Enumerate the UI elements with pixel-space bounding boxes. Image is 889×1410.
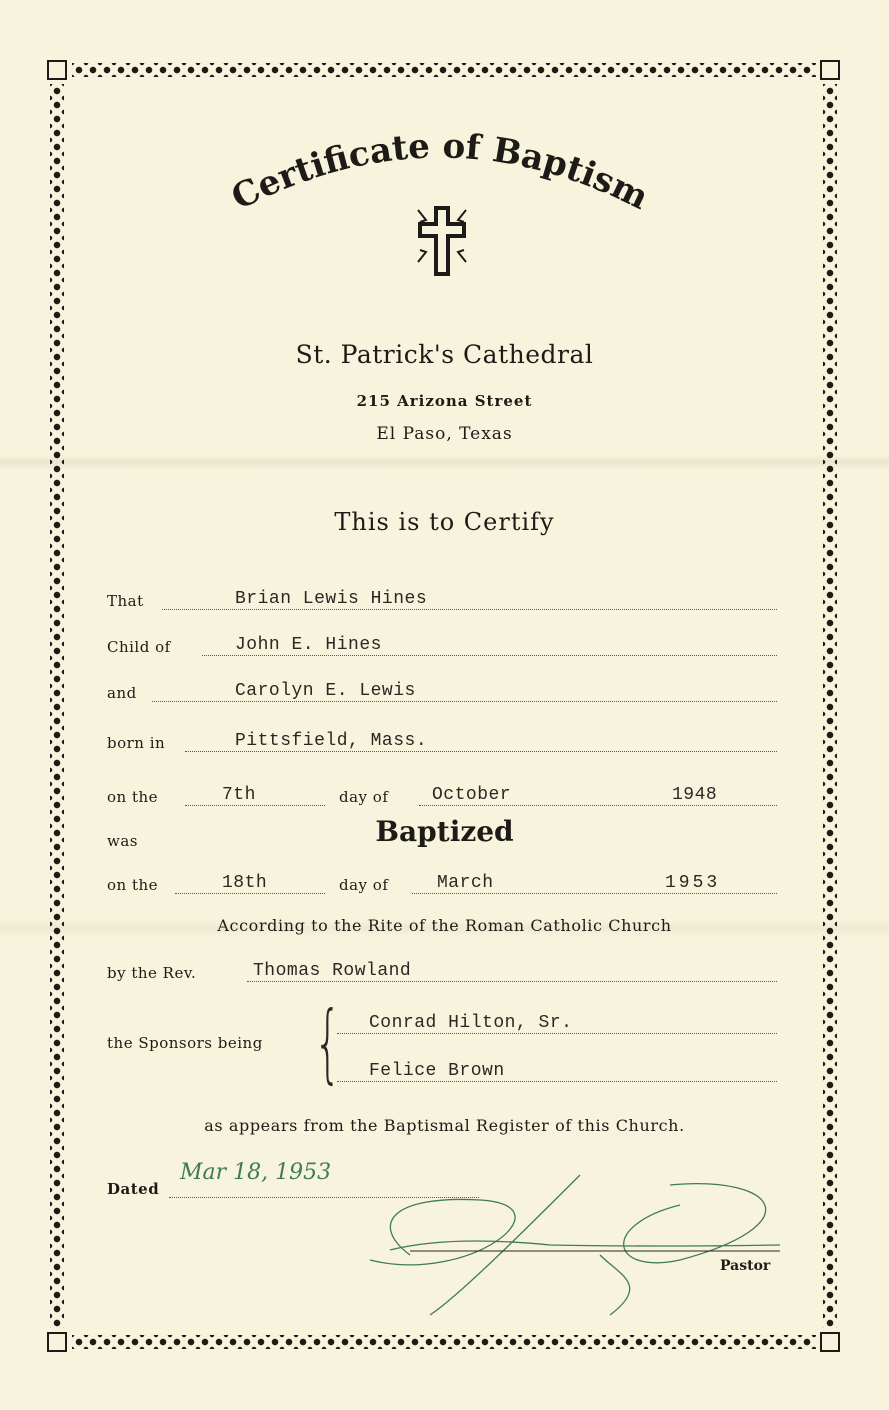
fill-line [175, 893, 325, 894]
field-officiant [107, 960, 777, 986]
field-child-of [107, 634, 777, 660]
fill-line [337, 1033, 777, 1034]
fill-line [247, 981, 777, 982]
birth-year: 1948 [672, 785, 718, 805]
sponsor-name: Felice Brown [369, 1061, 505, 1081]
field-birth-date [107, 784, 777, 810]
father-name: John E. Hines [235, 635, 382, 655]
fill-line [162, 609, 777, 610]
field-and [107, 680, 777, 706]
border-corner-top-left [47, 60, 67, 80]
rite-statement: According to the Rite of the Roman Catholic Church [217, 916, 672, 935]
birth-month: October [432, 785, 512, 805]
fill-line [185, 751, 777, 752]
cross-icon [414, 202, 470, 280]
border-bottom [72, 1335, 816, 1349]
was-label: was [107, 832, 138, 850]
field-label: That [107, 592, 144, 610]
fill-line [337, 1081, 777, 1082]
field-label: the Sponsors being [107, 1034, 263, 1052]
fill-line [152, 701, 777, 702]
birth-day: 7th [222, 785, 256, 805]
brace-icon: { [314, 993, 342, 1093]
border-corner-bottom-right [820, 1332, 840, 1352]
sponsor-name: Conrad Hilton, Sr. [369, 1013, 573, 1033]
border-right [823, 84, 837, 1328]
border-corner-top-right [820, 60, 840, 80]
svg-text:Certificate of Baptism: Certificate of Baptism [225, 126, 655, 219]
field-label: on the [107, 788, 159, 806]
church-street: 215 Arizona Street [356, 392, 533, 410]
baptism-year: 1953 [665, 873, 721, 893]
field-label: on the [107, 876, 159, 894]
register-note: as appears from the Baptismal Register of this Church. [204, 1116, 685, 1135]
field-baptism-date [107, 872, 777, 898]
border-left [50, 84, 64, 1328]
border-corner-bottom-left [47, 1332, 67, 1352]
fill-line [419, 805, 777, 806]
pastor-title: Pastor [720, 1258, 771, 1274]
field-label: and [107, 684, 137, 702]
pastor-signature [350, 1165, 800, 1325]
field-sponsor-2 [107, 1060, 777, 1086]
fill-line [412, 893, 777, 894]
fill-line [185, 805, 325, 806]
field-label: by the Rev. [107, 964, 197, 982]
baptized-heading: Baptized [375, 815, 514, 848]
church-name: St. Patrick's Cathedral [295, 340, 594, 369]
field-that [107, 588, 777, 614]
baptism-month: March [437, 873, 494, 893]
field-label: day of [339, 876, 389, 894]
officiant-name: Thomas Rowland [253, 961, 412, 981]
birthplace: Pittsfield, Mass. [235, 731, 428, 751]
certify-heading: This is to Certify [334, 508, 555, 536]
field-label: Dated [107, 1180, 160, 1198]
border-top [72, 63, 816, 77]
field-label: Child of [107, 638, 171, 656]
dated-handwritten: Mar 18, 1953 [180, 1160, 332, 1185]
mother-name: Carolyn E. Lewis [235, 681, 416, 701]
field-label: day of [339, 788, 389, 806]
baptism-day: 18th [222, 873, 268, 893]
child-name: Brian Lewis Hines [235, 589, 428, 609]
church-city: El Paso, Texas [376, 424, 513, 444]
field-sponsor-1 [107, 1012, 777, 1038]
fill-line [202, 655, 777, 656]
field-label: born in [107, 734, 166, 752]
field-born-in [107, 730, 777, 756]
